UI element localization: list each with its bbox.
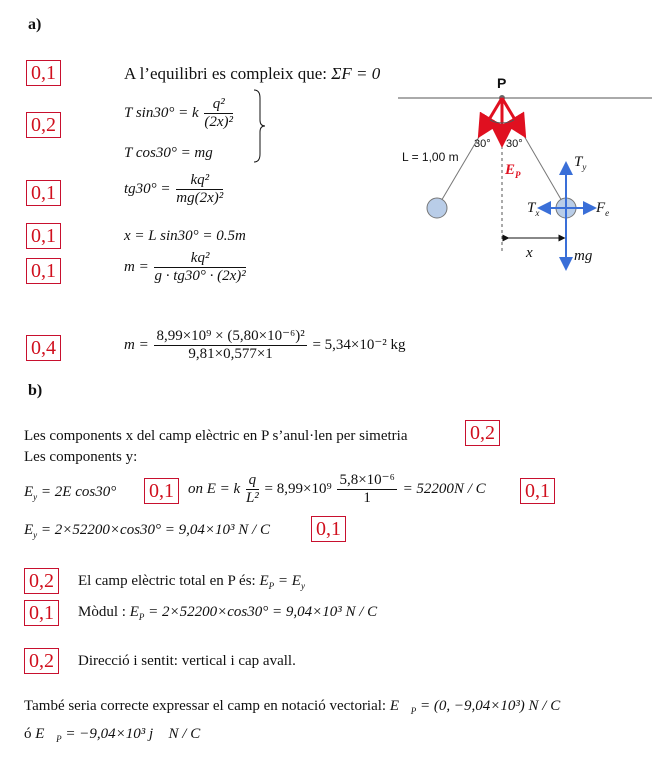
total-ey-sub: y bbox=[300, 581, 305, 591]
score-box: 0,4 bbox=[26, 335, 61, 361]
field-magnitude-equation bbox=[188, 472, 486, 508]
calc-result: = 5,34×10⁻² kg bbox=[312, 337, 406, 354]
field-arrow-left bbox=[484, 98, 502, 128]
pendulum-diagram bbox=[390, 68, 660, 278]
score-box: 0,1 bbox=[26, 223, 61, 249]
mod-ep-sub: P bbox=[138, 612, 145, 622]
ey2-rest: = 2×52200×cos30° = 9,04×10³ N / C bbox=[37, 522, 270, 538]
modulus-line bbox=[78, 604, 377, 622]
modulus-eq bbox=[130, 604, 377, 620]
fe-label bbox=[596, 200, 609, 218]
pivot-label: P bbox=[497, 75, 507, 91]
charge-denominator: 1 bbox=[363, 490, 371, 507]
charge-fraction bbox=[337, 472, 396, 508]
score-box: 0,1 bbox=[520, 478, 555, 504]
score-box: 0,1 bbox=[26, 60, 61, 86]
tg-left: tg30° = bbox=[124, 181, 171, 198]
eq-tangent bbox=[124, 172, 225, 208]
calc-fraction bbox=[154, 328, 306, 364]
vector-eq2-rest: = −9,04×10³ j⃗ N / C bbox=[61, 726, 201, 742]
modulus-text: Mòdul : bbox=[78, 604, 126, 620]
ey-calc-equation bbox=[24, 522, 270, 540]
on-text: on E = k bbox=[188, 481, 241, 498]
score-box: 0,1 bbox=[24, 600, 59, 626]
tg-numerator: kq² bbox=[176, 172, 223, 190]
vector-eq: $E⃗_P = (0$, −9,04×10³) N / C bbox=[389, 698, 561, 716]
vec2-ep-sub: P bbox=[56, 734, 62, 744]
components-y-line: Les components y: bbox=[24, 449, 138, 465]
tg-fraction bbox=[176, 172, 223, 208]
m-left: m = bbox=[124, 259, 149, 276]
mg-label: mg bbox=[574, 248, 593, 264]
score-box: 0,2 bbox=[26, 112, 61, 138]
total-field-line bbox=[78, 573, 305, 591]
fe-subscript: e bbox=[605, 208, 610, 218]
m-denominator: g · tg30° · (2x)² bbox=[154, 268, 246, 285]
score-box: 0,2 bbox=[24, 648, 59, 674]
m-fraction bbox=[154, 250, 245, 286]
l2-denominator: L² bbox=[245, 490, 259, 507]
eq-mass bbox=[124, 250, 248, 286]
equals-constant: = 8,99×10⁹ bbox=[264, 481, 332, 498]
ty-label bbox=[574, 154, 586, 172]
m-numerator: kq² bbox=[154, 250, 245, 268]
equilibrium-line bbox=[124, 64, 380, 84]
equilibrium-text: A l’equilibri es compleix que: bbox=[124, 64, 328, 83]
ty-letter: T bbox=[574, 154, 583, 170]
vector-alt-line bbox=[24, 726, 200, 744]
part-a-label: a) bbox=[28, 16, 42, 33]
score-box: 0,1 bbox=[26, 180, 61, 206]
part-b-label: b) bbox=[28, 382, 43, 399]
tg-denominator: mg(2x)² bbox=[176, 190, 224, 207]
calc-numerator: 8,99×10⁹ × (5,80×10⁻⁶)² bbox=[154, 328, 306, 346]
vector-eq-rest: = (0, −9,04×10³) N / C bbox=[416, 698, 561, 714]
total-ep-letter: E bbox=[259, 573, 269, 589]
vector-eq-alt: $E⃗_P = -9,04\times 10^3$ j⃗ N / C bbox=[35, 726, 201, 744]
tx-subscript: x bbox=[535, 208, 540, 218]
score-box: 0,1 bbox=[26, 258, 61, 284]
ey-letter: E bbox=[24, 484, 34, 500]
or-text: ó bbox=[24, 726, 32, 742]
eq-x: x = L sin30° = 0.5m bbox=[124, 228, 246, 244]
eq-tension-sin bbox=[124, 96, 235, 132]
sum-f-equation: ΣF = 0 bbox=[331, 64, 381, 83]
vector-notation-line bbox=[24, 698, 560, 716]
ey2-letter: E bbox=[24, 522, 34, 538]
score-box: 0,2 bbox=[24, 568, 59, 594]
eq1-left: T sin30° = k bbox=[124, 105, 199, 122]
tx-label bbox=[527, 200, 539, 218]
q-over-l2-fraction bbox=[246, 472, 259, 508]
field-result: = 52200N / C bbox=[402, 481, 486, 498]
eq1-numerator: q² bbox=[204, 96, 233, 114]
ep-label bbox=[505, 162, 521, 180]
score-box: 0,1 bbox=[311, 516, 346, 542]
eq1-denominator: (2x)² bbox=[204, 114, 234, 131]
vector-text: També seria correcte expressar el camp en notació vectorial: bbox=[24, 698, 387, 714]
ey-subscript: y bbox=[33, 492, 38, 502]
vec-ep-sub: P bbox=[410, 706, 417, 716]
calc-denominator: 9,81×0,577×1 bbox=[188, 346, 273, 363]
x-label: x bbox=[526, 245, 533, 261]
direction-line: Direcció i sentit: vertical i cap avall. bbox=[78, 653, 296, 669]
ep-letter: E bbox=[505, 162, 516, 178]
symmetry-line: Les components x del camp elèctric en P s’anul·len per simetria bbox=[24, 428, 408, 444]
score-box: 0,1 bbox=[144, 478, 179, 504]
mod-ep-letter: E bbox=[129, 604, 139, 620]
score-box: 0,2 bbox=[465, 420, 500, 446]
eq-mass-calc bbox=[124, 328, 406, 364]
angle-right-label: 30° bbox=[506, 138, 523, 150]
fe-letter: F bbox=[596, 200, 606, 216]
tx-letter: T bbox=[527, 200, 536, 216]
angle-left-label: 30° bbox=[474, 138, 491, 150]
ep-subscript: P bbox=[515, 170, 521, 180]
ey2-subscript: y bbox=[33, 530, 38, 540]
charge-numerator: 5,8×10⁻⁶ bbox=[337, 472, 396, 490]
total-field-eq bbox=[259, 573, 304, 589]
ty-subscript: y bbox=[582, 162, 587, 172]
length-label: L = 1,00 m bbox=[402, 150, 459, 164]
total-eq-rest: = E bbox=[274, 573, 301, 589]
eq-tension-cos: T cos30° = mg bbox=[124, 145, 213, 161]
mod-eq-rest: = 2×52200×cos30° = 9,04×10³ N / C bbox=[144, 604, 378, 620]
field-arrow-right bbox=[502, 98, 520, 128]
eq1-fraction bbox=[204, 96, 233, 132]
ey-equation bbox=[24, 484, 116, 502]
total-field-text: El camp elèctric total en P és: bbox=[78, 573, 256, 589]
left-sphere bbox=[427, 198, 447, 218]
calc-left: m = bbox=[124, 337, 149, 354]
total-ep-sub: P bbox=[268, 581, 275, 591]
q-numerator: q bbox=[246, 472, 259, 490]
ey-rest: = 2E cos30° bbox=[37, 484, 117, 500]
system-brace bbox=[250, 88, 268, 164]
